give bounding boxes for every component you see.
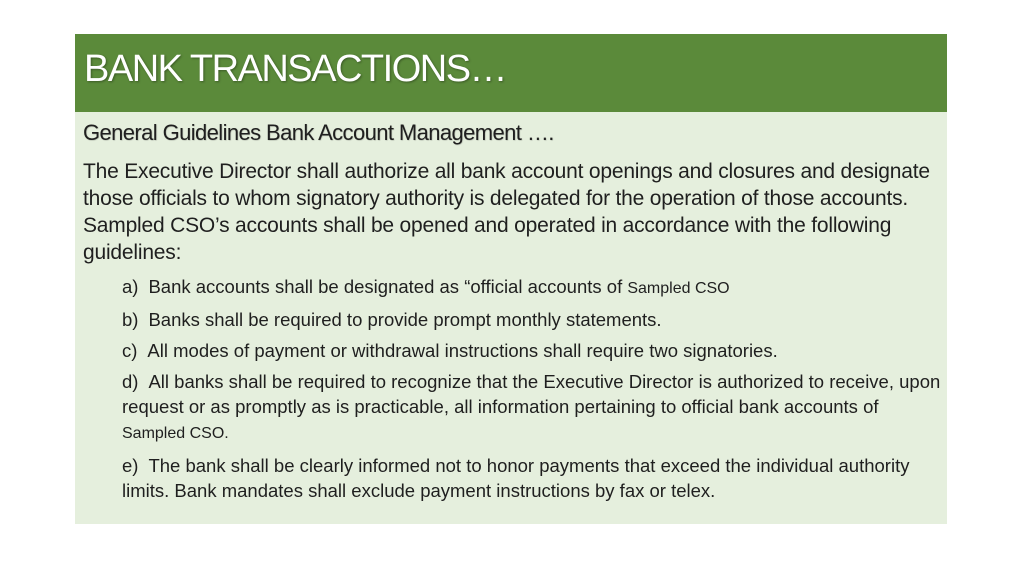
list-item — [122, 338, 942, 363]
list-marker: c) — [122, 340, 138, 361]
list-item-org: Sampled CSO. — [122, 425, 229, 442]
list-marker: e) — [122, 455, 139, 476]
content-panel — [75, 112, 947, 524]
list-item-text: Bank accounts shall be designated as “official accounts of — [148, 276, 628, 297]
list-item-text: All banks shall be required to recognize that the Executive Director is authorized to receive, upon request or as promptly as is practicable, all information pertaining to official bank accounts of — [122, 371, 941, 417]
list-marker: d) — [122, 371, 139, 392]
list-item — [122, 369, 942, 446]
slide-subtitle: General Guidelines Bank Account Management …. — [83, 120, 554, 145]
list-item — [122, 453, 942, 503]
slide-title: BANK TRANSACTIONS… — [84, 48, 507, 90]
list-item — [122, 307, 942, 332]
guidelines-list — [122, 274, 942, 509]
list-item-org: Sampled CSO — [627, 280, 730, 297]
list-marker: a) — [122, 276, 139, 297]
list-item — [122, 274, 942, 301]
list-item-text: The bank shall be clearly informed not to honor payments that exceed the individual authority limits. Bank mandates shall exclude payment instructions by fax or telex. — [122, 455, 910, 501]
list-item-text: All modes of payment or withdrawal instructions shall require two signatories. — [147, 340, 778, 361]
title-bar — [75, 34, 947, 112]
intro-paragraph: The Executive Director shall authorize all bank account openings and closures and designate those officials to whom signatory authority is delegated for the operation of those accounts. Sampled CSO’s accounts shall be opened and operated in accordance with the following guidelines: — [83, 160, 930, 264]
list-marker: b) — [122, 309, 139, 330]
list-item-text: Banks shall be required to provide prompt monthly statements. — [148, 309, 662, 330]
